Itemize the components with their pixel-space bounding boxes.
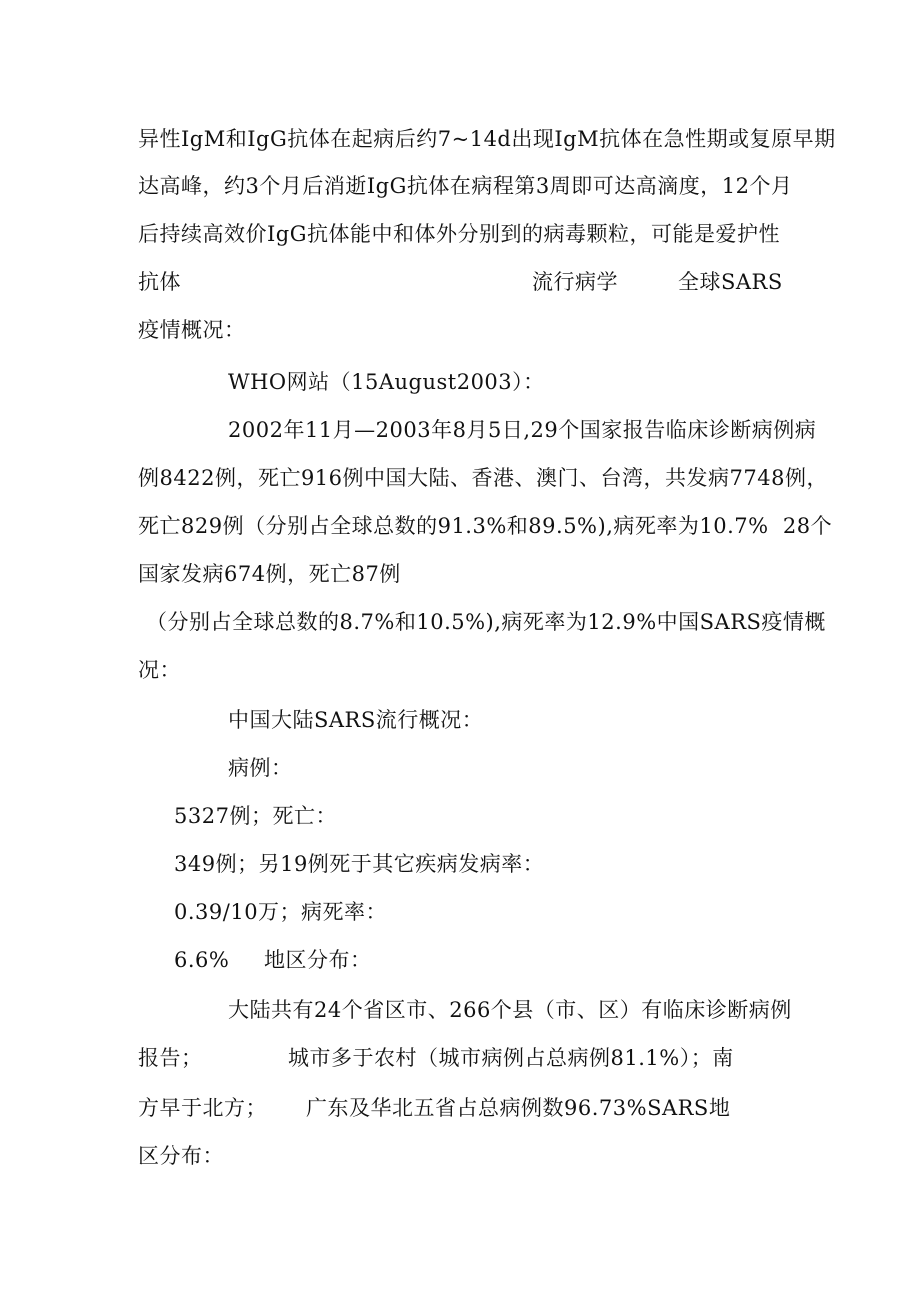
text-line: 方早于北方；: [138, 1096, 267, 1120]
text-line: 5327例；死亡：: [174, 804, 337, 828]
text-line: 349例；另19例死于其它疾病发病率：: [174, 852, 545, 876]
text-line: 地区分布：: [264, 948, 372, 972]
text-line: 报告；: [138, 1046, 203, 1070]
text-line: 疫情概况：: [138, 318, 246, 342]
text-line: 大陆共有24个省区市、266个县（市、区）有临床诊断病例: [228, 998, 792, 1022]
text-line: 城市多于农村（城市病例占总病例81.1%）；南: [288, 1046, 734, 1070]
text-line: 流行病学: [532, 270, 618, 294]
text-line: 2002年11月—2003年8月5日,29个国家报告临床诊断病例病: [228, 418, 817, 442]
text-line: 死亡829例（分别占全球总数的91.3%和89.5%),病死率为10.7% 28个: [138, 514, 833, 538]
text-line: 达高峰，约3个月后消逝IgG抗体在病程第3周即可达高滴度，12个月: [138, 174, 793, 198]
text-line: 抗体: [138, 270, 181, 294]
text-line: 6.6%: [174, 948, 230, 972]
text-line: （分别占全球总数的8.7%和10.5%),病死率为12.9%中国SARS疫情概: [146, 610, 826, 634]
text-line: 广东及华北五省占总病例数96.73%SARS地: [306, 1096, 731, 1120]
text-line: 异性IgM和IgG抗体在起病后约7~14d出现IgM抗体在急性期或复原早期: [138, 127, 836, 151]
text-line: 0.39/10万；病死率：: [174, 900, 388, 924]
text-line: 全球SARS: [678, 270, 783, 294]
text-line: 国家发病674例，死亡87例: [138, 562, 401, 586]
text-line: WHO网站（15August2003）：: [228, 370, 545, 394]
text-line: 中国大陆SARS流行概况：: [228, 708, 484, 732]
text-line: 例8422例，死亡916例中国大陆、香港、澳门、台湾，共发病7748例，: [138, 466, 828, 490]
text-line: 区分布：: [138, 1144, 224, 1168]
text-line: 病例：: [228, 756, 293, 780]
text-line: 况：: [138, 658, 181, 682]
text-line: 后持续高效价IgG抗体能中和体外分别到的病毒颗粒，可能是爱护性: [138, 222, 781, 246]
